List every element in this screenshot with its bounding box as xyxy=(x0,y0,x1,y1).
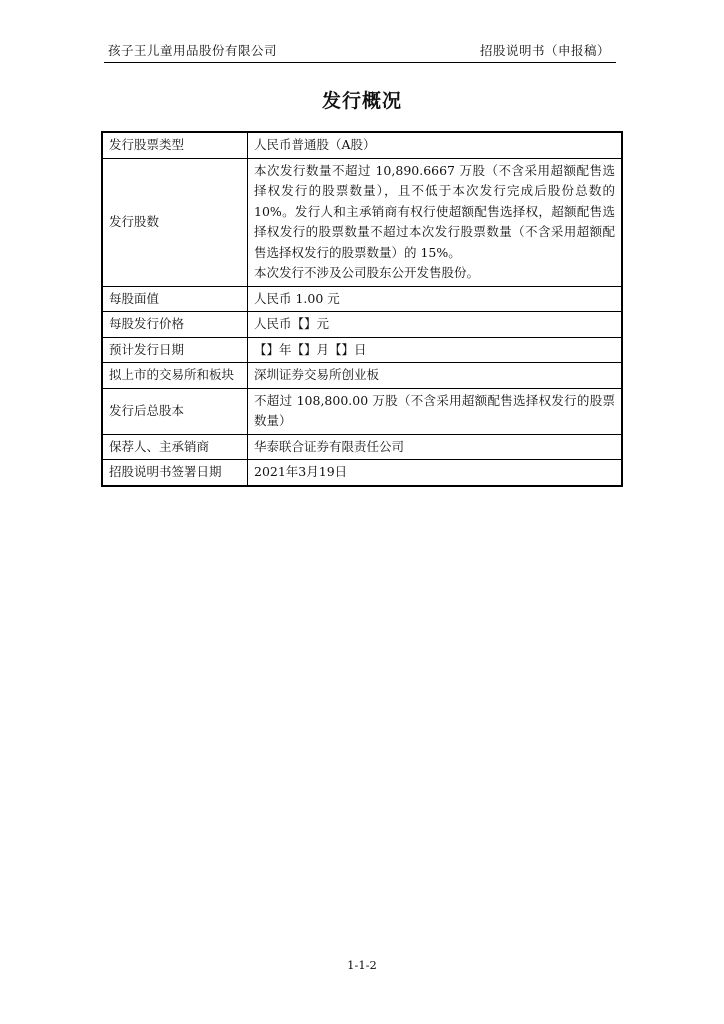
row-value: 华泰联合证券有限责任公司 xyxy=(248,434,623,460)
row-value: 人民币普通股（A股） xyxy=(248,132,623,158)
row-label: 发行后总股本 xyxy=(102,388,248,434)
row-value: 深圳证券交易所创业板 xyxy=(248,363,623,389)
table-row xyxy=(102,363,622,389)
row-label: 每股发行价格 xyxy=(102,312,248,338)
row-value-paragraph: 本次发行数量不超过 10,890.6667 万股（不含采用超额配售选择权发行的股票数量），且不低于本次发行完成后股份总数的 10%。发行人和主承销商有权行使超额配售选择权，超额配售选择权发行的股票数量不超过本次发行股票数量（不含采用超额配售选择权发行的股票数量）的 15%。 xyxy=(254,162,615,260)
table-row xyxy=(102,132,622,158)
table-row xyxy=(102,388,622,434)
row-value: 人民币【】元 xyxy=(248,312,623,338)
page-title: 发行概况 xyxy=(321,90,402,112)
page-header xyxy=(104,40,616,63)
table-row xyxy=(102,434,622,460)
row-label: 保荐人、主承销商 xyxy=(102,434,248,460)
header-company-name: 孩子王儿童用品股份有限公司 xyxy=(108,43,278,58)
table-row xyxy=(102,337,622,363)
row-label: 招股说明书签署日期 xyxy=(102,460,248,486)
row-label: 发行股数 xyxy=(102,158,248,286)
table-row xyxy=(102,312,622,338)
row-value-paragraph: 本次发行不涉及公司股东公开发售股份。 xyxy=(254,265,480,280)
row-value: 不超过 108,800.00 万股（不含采用超额配售选择权发行的股票数量） xyxy=(248,388,623,434)
table-row xyxy=(102,460,622,486)
row-label: 拟上市的交易所和板块 xyxy=(102,363,248,389)
page-number: 1-1-2 xyxy=(347,958,377,972)
row-label: 发行股票类型 xyxy=(102,132,248,158)
header-document-type: 招股说明书（申报稿） xyxy=(479,43,610,58)
table-row xyxy=(102,286,622,312)
row-label: 每股面值 xyxy=(102,286,248,312)
row-value: 【】年【】月【】日 xyxy=(248,337,623,363)
row-value xyxy=(248,158,623,286)
offering-summary-table xyxy=(101,131,623,487)
row-value: 人民币 1.00 元 xyxy=(248,286,623,312)
table-row xyxy=(102,158,622,286)
row-label: 预计发行日期 xyxy=(102,337,248,363)
row-value: 2021年3月19日 xyxy=(248,460,623,486)
